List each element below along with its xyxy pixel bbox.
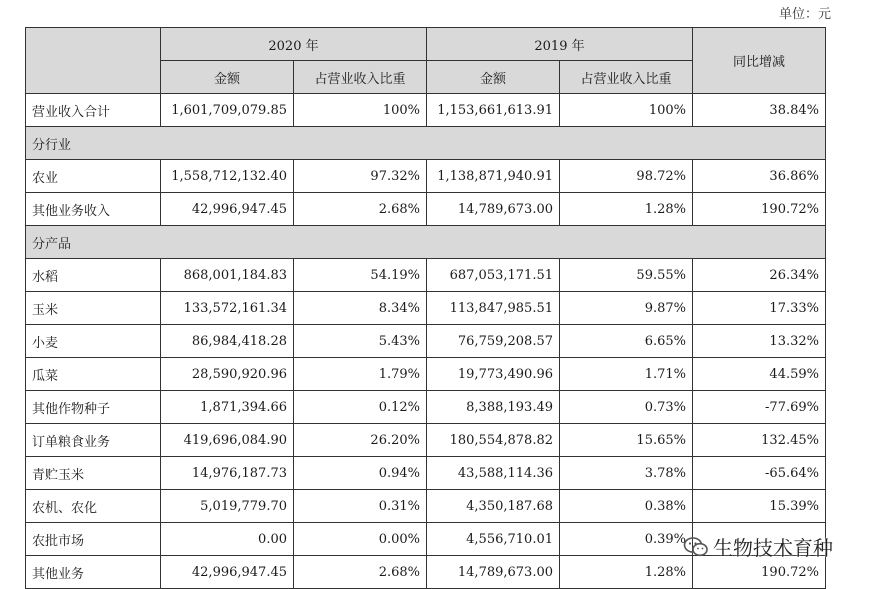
wechat-icon — [683, 536, 709, 558]
ratio-2019-cell: 0.38% — [560, 490, 693, 523]
amount-2020-cell: 14,976,187.73 — [161, 457, 294, 490]
ratio-2020-cell: 0.00% — [294, 523, 427, 556]
yoy-cell: 190.72% — [693, 193, 826, 226]
amount-2020-cell: 5,019,779.70 — [161, 490, 294, 523]
ratio-2020-cell: 2.68% — [294, 556, 427, 589]
ratio-2020-cell: 5.43% — [294, 325, 427, 358]
ratio-2019-cell: 59.55% — [560, 259, 693, 292]
yoy-cell: 190.72% — [693, 556, 826, 589]
ratio-2020-cell: 97.32% — [294, 160, 427, 193]
header-amount-2019: 金额 — [427, 61, 560, 94]
table-row — [26, 424, 826, 457]
yoy-cell: 13.32% — [693, 325, 826, 358]
header-ratio-2020: 占营业收入比重 — [294, 61, 427, 94]
ratio-2020-cell: 8.34% — [294, 292, 427, 325]
amount-2019-cell: 14,789,673.00 — [427, 193, 560, 226]
amount-2020-cell: 0.00 — [161, 523, 294, 556]
yoy-cell: 132.45% — [693, 424, 826, 457]
amount-2019-cell: 43,588,114.36 — [427, 457, 560, 490]
ratio-2019-cell: 1.28% — [560, 556, 693, 589]
row-label: 农机、农化 — [26, 490, 161, 523]
row-label: 玉米 — [26, 292, 161, 325]
header-year-2019: 2019 年 — [427, 28, 693, 61]
section-row — [26, 127, 826, 160]
amount-2019-cell: 8,388,193.49 — [427, 391, 560, 424]
header-year-2020: 2020 年 — [161, 28, 427, 61]
amount-2019-cell: 180,554,878.82 — [427, 424, 560, 457]
row-label: 农业 — [26, 160, 161, 193]
row-label: 农批市场 — [26, 523, 161, 556]
amount-2020-cell: 133,572,161.34 — [161, 292, 294, 325]
row-label: 小麦 — [26, 325, 161, 358]
row-label: 订单粮食业务 — [26, 424, 161, 457]
table-body — [26, 94, 826, 589]
amount-2020-cell: 86,984,418.28 — [161, 325, 294, 358]
header-amount-2020: 金额 — [161, 61, 294, 94]
yoy-cell: 38.84% — [693, 94, 826, 127]
amount-2019-cell: 4,350,187.68 — [427, 490, 560, 523]
amount-2019-cell: 19,773,490.96 — [427, 358, 560, 391]
yoy-cell: 17.33% — [693, 292, 826, 325]
ratio-2020-cell: 26.20% — [294, 424, 427, 457]
ratio-2019-cell: 15.65% — [560, 424, 693, 457]
amount-2020-cell: 1,871,394.66 — [161, 391, 294, 424]
row-label: 瓜菜 — [26, 358, 161, 391]
table-row — [26, 160, 826, 193]
ratio-2020-cell: 1.79% — [294, 358, 427, 391]
amount-2020-cell: 1,558,712,132.40 — [161, 160, 294, 193]
yoy-cell: -65.64% — [693, 457, 826, 490]
ratio-2019-cell: 0.73% — [560, 391, 693, 424]
ratio-2019-cell: 6.65% — [560, 325, 693, 358]
ratio-2019-cell: 100% — [560, 94, 693, 127]
ratio-2019-cell: 98.72% — [560, 160, 693, 193]
row-label: 其他业务 — [26, 556, 161, 589]
table-header — [26, 28, 826, 94]
amount-2019-cell: 1,138,871,940.91 — [427, 160, 560, 193]
ratio-2020-cell: 100% — [294, 94, 427, 127]
unit-label: 单位：元 — [778, 7, 831, 22]
amount-2019-cell: 76,759,208.57 — [427, 325, 560, 358]
section-label: 分行业 — [26, 127, 826, 160]
yoy-cell: -77.69% — [693, 391, 826, 424]
ratio-2019-cell: 3.78% — [560, 457, 693, 490]
yoy-cell: 15.39% — [693, 490, 826, 523]
yoy-cell: 36.86% — [693, 160, 826, 193]
table-row — [26, 358, 826, 391]
ratio-2019-cell: 9.87% — [560, 292, 693, 325]
amount-2019-cell: 1,153,661,613.91 — [427, 94, 560, 127]
watermark — [683, 532, 833, 561]
yoy-cell: 44.59% — [693, 358, 826, 391]
table-row — [26, 193, 826, 226]
table-row — [26, 391, 826, 424]
amount-2020-cell: 28,590,920.96 — [161, 358, 294, 391]
amount-2019-cell: 4,556,710.01 — [427, 523, 560, 556]
section-row — [26, 226, 826, 259]
table-row — [26, 292, 826, 325]
amount-2020-cell: 1,601,709,079.85 — [161, 94, 294, 127]
watermark-text: 生物技术育种 — [713, 536, 833, 560]
header-yoy: 同比增减 — [693, 28, 826, 94]
table-row — [26, 490, 826, 523]
table-row — [26, 259, 826, 292]
ratio-2020-cell: 0.12% — [294, 391, 427, 424]
row-label: 青贮玉米 — [26, 457, 161, 490]
row-label: 营业收入合计 — [26, 94, 161, 127]
header-blank-cell — [26, 28, 161, 94]
ratio-2019-cell: 1.28% — [560, 193, 693, 226]
amount-2019-cell: 687,053,171.51 — [427, 259, 560, 292]
row-label: 水稻 — [26, 259, 161, 292]
amount-2019-cell: 113,847,985.51 — [427, 292, 560, 325]
section-label: 分产品 — [26, 226, 826, 259]
table-row — [26, 325, 826, 358]
ratio-2020-cell: 0.31% — [294, 490, 427, 523]
ratio-2019-cell: 0.39% — [560, 523, 693, 556]
table-row — [26, 457, 826, 490]
yoy-cell: 26.34% — [693, 259, 826, 292]
amount-2020-cell: 419,696,084.90 — [161, 424, 294, 457]
amount-2020-cell: 868,001,184.83 — [161, 259, 294, 292]
row-label: 其他业务收入 — [26, 193, 161, 226]
ratio-2020-cell: 2.68% — [294, 193, 427, 226]
amount-2020-cell: 42,996,947.45 — [161, 193, 294, 226]
ratio-2019-cell: 1.71% — [560, 358, 693, 391]
header-ratio-2019: 占营业收入比重 — [560, 61, 693, 94]
row-label: 其他作物种子 — [26, 391, 161, 424]
table-row — [26, 94, 826, 127]
amount-2019-cell: 14,789,673.00 — [427, 556, 560, 589]
revenue-table — [25, 27, 826, 589]
ratio-2020-cell: 54.19% — [294, 259, 427, 292]
amount-2020-cell: 42,996,947.45 — [161, 556, 294, 589]
ratio-2020-cell: 0.94% — [294, 457, 427, 490]
